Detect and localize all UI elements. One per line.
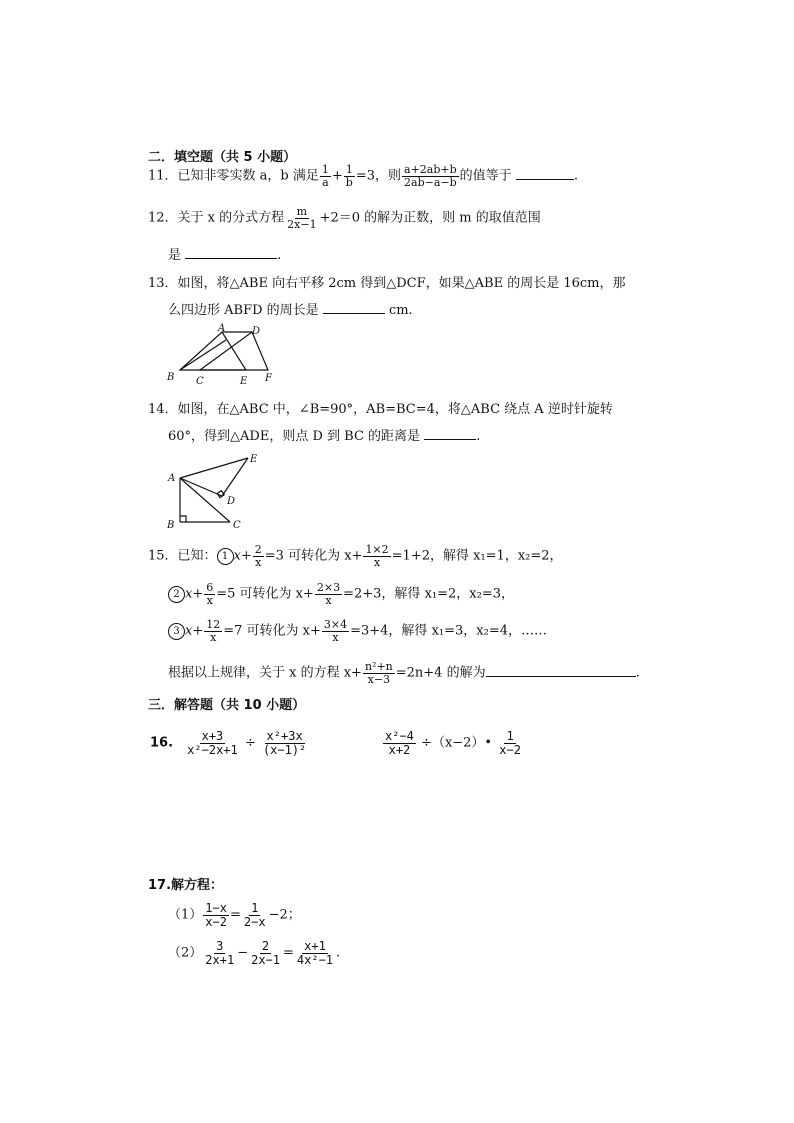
label-c: C [196, 376, 204, 386]
q12-end: . [277, 248, 282, 263]
right-angle-b [180, 516, 186, 522]
q16-frac-e: $\frac{1}{x-2}$ [499, 729, 521, 757]
q13-text: 么四边形 ABFD 的周长是 [168, 303, 319, 318]
q14-answer-blank[interactable] [424, 427, 476, 440]
q11-text-3: 的值等于 [459, 168, 512, 184]
q11-plus: + [331, 168, 343, 184]
q15-r3-b: =7 可转化为 x+ [223, 623, 321, 639]
q15-r1-b: =3 可转化为 x+ [264, 548, 363, 564]
q15-r3-a: x+ [185, 623, 204, 639]
q13-line-1: 13．如图，将△ABE 向右平移 2cm 得到△DCF，如果△ABE 的周长是 16cm，那 [148, 276, 626, 291]
q11-answer-blank[interactable] [516, 167, 574, 180]
question-16 [150, 730, 309, 756]
segment-ac [180, 478, 230, 522]
q17-p2-frac-a: $\frac{3}{2x+1}$ [205, 939, 235, 967]
q12-number: 12． [148, 210, 178, 226]
q15-r3-frac-2: $\frac{3\times 4}{x}$ [323, 618, 348, 644]
segment-ad [180, 478, 222, 496]
question-12-cont [168, 244, 281, 263]
q17-p1-frac-a: $\frac{1-x}{x-2}$ [205, 901, 227, 929]
question-12 [148, 206, 541, 230]
q15-r2-c: =2+3，解得 x₁=2，x₂=3， [343, 586, 514, 602]
question-16-part-2 [382, 730, 524, 756]
label-b: B [167, 372, 175, 383]
q16-frac-c: $\frac{\text{x²−4}}{x+2}$ [385, 729, 414, 757]
q17-p2-minus: − [237, 945, 249, 961]
q15-r2-frac-1: $\frac{6}{x}$ [206, 581, 214, 607]
q11-end: . [573, 168, 578, 184]
q12-fraction: $\frac{m}{2x-1}$ [287, 205, 317, 231]
q17-p1-frac-b: $\frac{1}{2-x}$ [243, 901, 266, 929]
q16-mid: ÷（x−2）• [421, 735, 493, 751]
label-d: D [252, 326, 261, 337]
q17-p2-frac-c: $\frac{x+1}{\text{4x²−1}}$ [296, 939, 334, 967]
label-e: E [240, 376, 248, 386]
q13-answer-blank[interactable] [323, 301, 385, 314]
label-e: E [250, 454, 258, 465]
q17-part-1 [168, 902, 301, 928]
q17-p2-end: . [336, 945, 341, 961]
triangle-abe [180, 332, 246, 370]
q15-circle-3: 3 [168, 623, 185, 640]
q15-row-4 [168, 661, 640, 685]
question-11 [148, 164, 578, 188]
q15-end: . [635, 665, 640, 681]
question-14-cont [168, 425, 480, 444]
q15-circle-2: 2 [168, 586, 185, 603]
label-d: D [227, 496, 236, 507]
segment-ed [222, 458, 248, 496]
q12-text-1: 关于 x 的分式方程 [177, 210, 285, 226]
q15-r4-a: 根据以上规律，关于 x 的方程 x+ [168, 665, 362, 681]
q15-r4-b: =2n+4 的解为 [395, 665, 486, 681]
label-c: C [233, 520, 241, 531]
q15-row-1 [148, 544, 563, 568]
q12-answer-blank[interactable] [185, 246, 277, 259]
q14-text: 60°，得到△ADE，则点 D 到 BC 的距离是 [168, 429, 421, 444]
q15-r2-a: x+ [185, 586, 204, 602]
label-a: A [168, 473, 176, 484]
q17-p2-frac-b: $\frac{2}{2x-1}$ [251, 939, 280, 967]
q15-row-3 [168, 619, 547, 643]
q15-r1-a: x+ [233, 548, 252, 564]
q11-text-2: =3，则 [355, 168, 402, 184]
q12-text-2: +2＝0 的解为正数，则 m 的取值范围 [319, 210, 541, 226]
q17-title: 17.解方程： [148, 878, 224, 893]
label-f: F [265, 373, 272, 384]
q13-unit: cm. [388, 303, 413, 318]
section-2-title: 二．填空题（共 5 小题） [148, 150, 297, 165]
q16-number: 16. [150, 735, 174, 751]
q15-r3-frac-1: $\frac{12}{x}$ [206, 618, 221, 644]
q15-r2-b: =5 可转化为 x+ [216, 586, 314, 602]
q17-part-2 [168, 940, 340, 966]
q17-p1-eq: = [229, 907, 241, 923]
q11-fraction-2: $\frac{1}{b}$ [345, 163, 353, 189]
q15-row-2 [168, 582, 514, 606]
q11-text-1: 已知非零实数 a，b 满足 [177, 168, 319, 184]
q15-r1-c: =1+2，解得 x₁=1，x₂=2， [391, 548, 563, 564]
q12-text-3: 是 [168, 248, 182, 263]
q16-div: ÷ [244, 735, 256, 751]
q17-p2-label: （2） [168, 945, 203, 961]
q16-frac-a: $\frac{x+3}{\text{x²−2x+1}}$ [187, 729, 238, 757]
section-3-title: 三．解答题（共 10 小题） [148, 698, 306, 713]
q15-r4-frac: $\frac{\text{n²+n}}{x-3}$ [364, 660, 393, 686]
q15-answer-blank[interactable] [486, 664, 636, 677]
q11-fraction-1: $\frac{1}{a}$ [321, 163, 329, 189]
q17-p1-label: （1） [168, 907, 203, 923]
q14-end: . [476, 429, 481, 444]
label-b: B [167, 520, 175, 531]
q11-fraction-3: $\frac{a+2ab+b}{2ab-a-b}$ [404, 163, 457, 189]
question-13-cont [168, 299, 413, 318]
q13-figure [164, 322, 284, 386]
q15-number: 15．已知： [148, 548, 217, 564]
segment-ae [180, 458, 248, 478]
q15-r2-frac-2: $\frac{2\times 3}{x}$ [316, 581, 341, 607]
q17-p1-end: −2； [268, 907, 301, 923]
q15-circle-1: 1 [217, 548, 234, 565]
q15-r1-frac-2: $\frac{1\times 2}{x}$ [365, 543, 389, 569]
right-angle-d [217, 491, 224, 498]
q11-number: 11． [148, 168, 178, 184]
q17-p2-eq: = [283, 945, 294, 961]
q14-figure [164, 450, 264, 534]
q15-r1-frac-1: $\frac{2}{x}$ [254, 543, 262, 569]
q14-line-1: 14．如图，在△ABC 中，∠B=90°，AB=BC=4，将△ABC 绕点 A 逆时针旋转 [148, 402, 613, 417]
label-a: A [218, 323, 226, 334]
segment-inner [180, 340, 226, 370]
q16-frac-b: $\frac{\text{x²+3x}}{\text{(x−1)²}}$ [262, 729, 307, 757]
q15-r3-c: =3+4，解得 x₁=3，x₂=4，…… [350, 623, 547, 639]
